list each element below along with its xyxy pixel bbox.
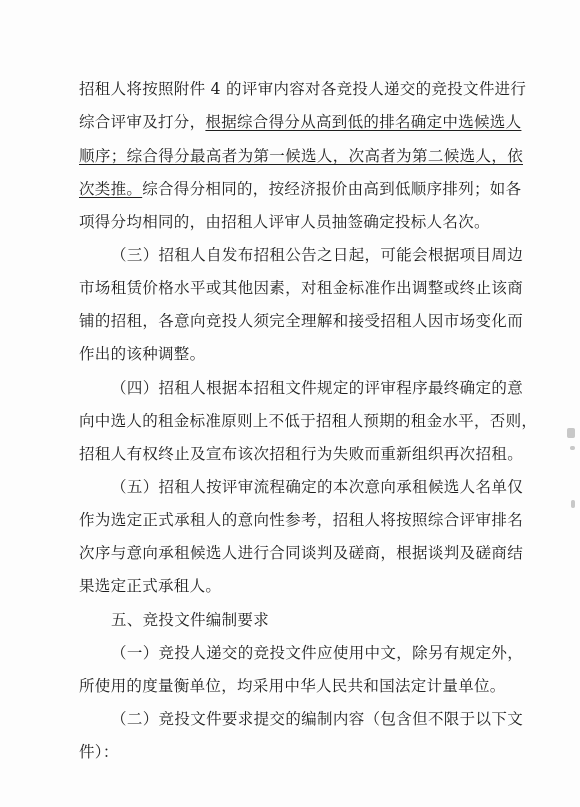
p2-line-2: 市场租赁价格水平或其他因素，对租金标准作出调整或终止该商	[79, 279, 523, 297]
p4-line-4: 果选定正式承租人。	[79, 577, 222, 595]
p3-line-1: （四）招租人根据本招租文件规定的评审程序最终确定的意	[111, 379, 523, 397]
p1-line-2	[79, 112, 523, 132]
p1-line-4-text: 综合得分相同的，按经济报价由高到低顺序排列；如各	[142, 180, 522, 198]
p1-line-2-underlined: 根据综合得分从高到低的排名确定中选候选人	[205, 113, 522, 131]
seal-seam-mark	[567, 428, 575, 438]
p5-line-2: 所使用的度量衡单位，均采用中华人民共和国法定计量单位。	[79, 677, 506, 695]
p3-line-2: 向中选人的租金标准原则上不低于招租人预期的租金水平，否则，	[79, 412, 538, 430]
p2-line-4: 作出的该种调整。	[79, 345, 206, 363]
p4-line-2: 作为选定正式承租人的意向性参考，招租人将按照综合评审排名	[79, 511, 523, 529]
p1-line-3-underlined: 顺序；综合得分最高者为第一候选人，次高者为第二候选人，依	[79, 147, 523, 165]
p4-line-3: 次序与意向承租候选人进行合同谈判及磋商，根据谈判及磋商结	[79, 544, 523, 562]
p3-line-3: 招租人有权终止及宣布该次招租行为失败而重新组织再次招租。	[79, 445, 523, 463]
p6-line-1: （二）竞投文件要求提交的编制内容（包含但不限于以下文	[111, 710, 523, 728]
p1-line-2-text: 综合评审及打分，	[79, 113, 206, 131]
p1-line-4	[79, 179, 523, 199]
p1-line-1: 招租人将按照附件 4 的评审内容对各竞投人递交的竞投文件进行	[79, 80, 527, 98]
seal-seam-mark	[570, 446, 575, 450]
section-heading: 五、竞投文件编制要求	[111, 611, 270, 629]
p1-line-5: 项得分均相同的，由招租人评审人员抽签确定投标人名次。	[79, 213, 490, 231]
p5-line-1: （一）竞投人递交的竞投文件应使用中文，除另有规定外，	[111, 644, 523, 662]
p4-line-1: （五）招租人按评审流程确定的本次意向承租候选人名单仅	[111, 478, 523, 496]
seal-seam-mark	[571, 500, 575, 508]
p2-line-1: （三）招租人自发布招租公告之日起，可能会根据项目周边	[111, 246, 523, 264]
p1-line-4-underlined: 次类推。	[79, 180, 143, 198]
p2-line-3: 铺的招租，各意向竞投人须完全理解和接受招租人因市场变化而	[79, 312, 523, 330]
p6-line-2: 件）：	[79, 743, 119, 761]
